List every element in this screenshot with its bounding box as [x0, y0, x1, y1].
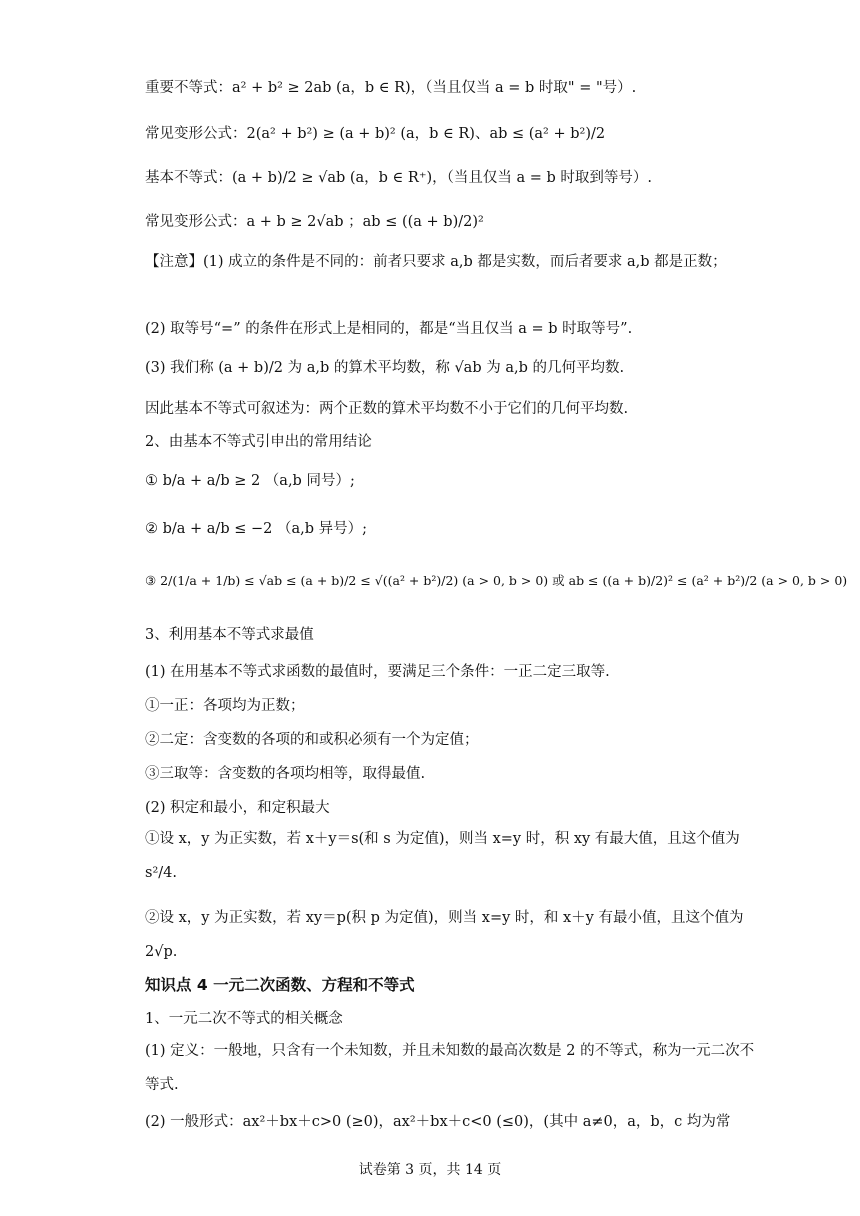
- cond-line: (1) 在用基本不等式求函数的最值时，要满足三个条件：一正二定三取等.: [145, 664, 610, 680]
- general-form: (2) 一般形式：ax²＋bx＋c>0 (≥0)，ax²＋bx＋c<0 (≤0)，(其中 a≠0，a，b，c 均为常: [145, 1114, 731, 1130]
- line-7: (3) 我们称 (a + b)/2 为 a,b 的算术平均数，称 √ab 为 a,b 的几何平均数.: [145, 360, 625, 376]
- section-2-title: 2、由基本不等式引申出的常用结论: [145, 434, 372, 450]
- note-line: 【注意】(1) 成立的条件是不同的：前者只要求 a,b 都是实数，而后者要求 a,b 都是正数；: [145, 254, 727, 270]
- subsection-1-title: 1、一元二次不等式的相关概念: [145, 1011, 343, 1027]
- item-1: ① b/a + a/b ≥ 2 （a,b 同号）;: [145, 473, 355, 489]
- cond-2: ②二定：含变数的各项的和或积必须有一个为定值；: [145, 732, 479, 748]
- line-1: 重要不等式：a² + b² ≥ 2ab (a，b ∈ R)，（当且仅当 a = b 时取" = "号）.: [145, 80, 637, 96]
- page-footer: 试卷第 3 页，共 14 页: [358, 1162, 502, 1178]
- line-8: 因此基本不等式可叙述为：两个正数的算术平均数不小于它们的几何平均数.: [145, 401, 629, 417]
- line-4: 常见变形公式：a + b ≥ 2√ab ；ab ≤ ((a + b)/2)²: [145, 214, 484, 230]
- line-6: (2) 取等号“=” 的条件在形式上是相同的，都是“当且仅当 a = b 时取等号”.: [145, 321, 633, 337]
- sub-title: (2) 积定和最小，和定积最大: [145, 800, 330, 816]
- line-2: 常见变形公式：2(a² + b²) ≥ (a + b)² (a，b ∈ R)、ab ≤ (a² + b²)/2: [145, 126, 606, 142]
- item-3: ③ 2/(1/a + 1/b) ≤ √ab ≤ (a + b)/2 ≤ √((a² + b²)/2) (a > 0, b > 0) 或 ab ≤ ((a + b)/2)² ≤ (a² + b²)/2 (a > 0, b > 0): [145, 573, 848, 588]
- rule-1: ①设 x，y 为正实数，若 x＋y＝s(和 s 为定值)，则当 x=y 时，积 xy 有最大值，且这个值为 s²/4.: [145, 831, 740, 881]
- cond-3: ③三取等：含变数的各项均相等，取得最值.: [145, 766, 426, 782]
- definition: (1) 定义：一般地，只含有一个未知数，并且未知数的最高次数是 2 的不等式，称为一元二次不等式.: [145, 1043, 755, 1093]
- cond-1: ①一正：各项均为正数；: [145, 698, 305, 714]
- item-2: ② b/a + a/b ≤ −2 （a,b 异号）;: [145, 521, 367, 537]
- line-3: 基本不等式：(a + b)/2 ≥ √ab (a，b ∈ R⁺)，（当且仅当 a = b 时取到等号）.: [145, 170, 652, 186]
- section-4-heading: 知识点 4 一元二次函数、方程和不等式: [145, 976, 415, 994]
- section-3-title: 3、利用基本不等式求最值: [145, 627, 314, 643]
- rule-2: ②设 x，y 为正实数，若 xy＝p(积 p 为定值)，则当 x=y 时，和 x＋y 有最小值，且这个值为 2√p.: [145, 910, 744, 960]
